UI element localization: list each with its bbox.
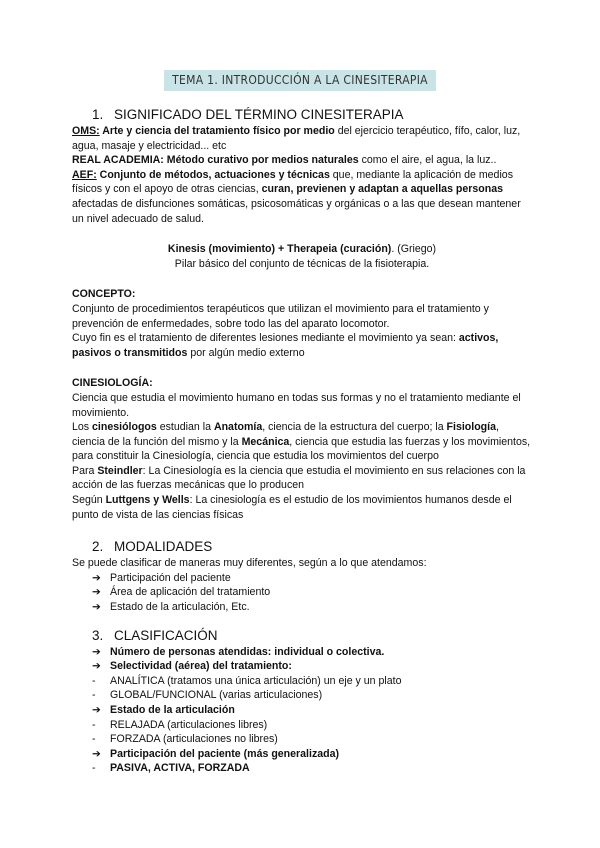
section-1-heading (72, 106, 532, 124)
list-item: - FORZADA (articulaciones no libres) (92, 733, 278, 746)
cinesiologia-heading: CINESIOLOGÍA: (72, 377, 153, 390)
etymology-note: Pilar básico del conjunto de técnicas de la fisioterapia. (174, 257, 430, 270)
etymology: Kinesis (movimiento) + Therapeia (curación). (Griego) (167, 243, 437, 256)
dash-icon: - (92, 689, 96, 702)
arrow-icon: ➔ (92, 704, 101, 716)
arrow-icon: ➔ (92, 586, 101, 599)
concepto-heading: CONCEPTO: (72, 288, 136, 301)
arrow-icon: ➔ (92, 645, 101, 658)
list-item: ➔ Estado de la articulación (92, 704, 235, 716)
cinesiologia-p1: Ciencia que estudia el movimiento humano en todas sus formas y no el tratamiento mediante el movimiento. (72, 391, 521, 419)
list-item: - ANALÍTICA (tratamos una única articulación) un eje y un plato (92, 674, 402, 687)
list-item: - PASIVA, ACTIVA, FORZADA (92, 762, 250, 775)
dash-icon: - (92, 762, 96, 775)
list-item: ➔ Estado de la articulación, Etc. (92, 601, 250, 614)
section-2-number: 2. (92, 539, 104, 555)
document-title: TEMA 1. INTRODUCCIÓN A LA CINESITERAPIA (164, 70, 436, 91)
list-item: ➔ Participación del paciente (más generalizada) (92, 747, 340, 760)
concepto-p1: Conjunto de procedimientos terapéuticos que utilizan el movimiento para el tratamiento y prevención de enfermedades, sobre todo las del aparato locomotor. (72, 302, 489, 330)
dash-icon: - (92, 733, 96, 746)
section-1-number: 1. (92, 107, 104, 122)
section-2-heading (72, 538, 532, 556)
modalidades-list (72, 571, 532, 615)
section-3-heading (72, 627, 532, 645)
list-item: - GLOBAL/FUNCIONAL (varias articulaciones) (92, 689, 323, 702)
dash-icon: - (92, 674, 96, 687)
section-2-title: MODALIDADES (114, 539, 213, 555)
clasificacion-list (72, 645, 532, 776)
title-wrap (0, 70, 600, 91)
dash-icon: - (92, 718, 96, 731)
arrow-icon: ➔ (92, 747, 101, 760)
concepto-p2: Cuyo fin es el tratamiento de diferentes lesiones mediante el movimiento ya sean: activos, pasivos o transmitidos por algún medio externo (72, 332, 499, 359)
list-item: ➔ Área de aplicación del tratamiento (92, 586, 271, 599)
content (72, 106, 532, 776)
real-academia-definition: REAL ACADEMIA: Método curativo por medios naturales como el aire, el agua, la luz.. (72, 154, 497, 167)
arrow-icon: ➔ (92, 660, 101, 673)
cinesiologia-p3: Para Steindler: La Cinesiología es la ciencia que estudia el movimiento en sus relaciones con la acción de las fuerzas mecánicas que lo producen (72, 464, 526, 492)
arrow-icon: ➔ (92, 601, 101, 614)
cinesiologia-p2: Los cinesiólogos estudian la Anatomía, ciencia de la estructura del cuerpo; la Fisiología, ciencia de la función del mismo y la Mecánica, ciencia que estudia las fuerzas y los movimientos, para constituir la Cinesiología, ciencia que estudia los movimientos del cuerpo (72, 421, 531, 463)
list-item: ➔ Selectividad (aérea) del tratamiento: (92, 660, 292, 673)
modalidades-intro: Se puede clasificar de maneras muy diferentes, según a lo que atendamos: (72, 557, 427, 570)
list-item: ➔ Participación del paciente (92, 571, 231, 584)
cinesiologia-p4: Según Luttgens y Wells: La cinesiología es el estudio de los movimientos humanos desde el punto de vista de las ciencias físicas (72, 494, 512, 521)
section-3-number: 3. (92, 627, 104, 643)
section-3-title: CLASIFICACIÓN (114, 627, 218, 643)
section-1-title: SIGNIFICADO DEL TÉRMINO CINESITERAPIA (114, 107, 404, 122)
oms-definition: OMS: Arte y ciencia del tratamiento físico por medio del ejercicio terapéutico, fífo, calor, luz, agua, masaje y electricidad... etc (72, 125, 521, 152)
arrow-icon: ➔ (92, 571, 101, 584)
aef-definition: AEF: Conjunto de métodos, actuaciones y técnicas que, mediante la aplicación de medios físicos y con el apoyo de otras ciencias, curan, previenen y adaptan a aquellas personas afectadas de disfunciones somáticas, psicosomáticas y orgánicas o a las que desean mantener un nivel adecuado de salud. (72, 168, 521, 225)
list-item: ➔ Número de personas atendidas: individual o colectiva. (92, 645, 385, 658)
list-item: - RELAJADA (articulaciones libres) (92, 718, 268, 731)
